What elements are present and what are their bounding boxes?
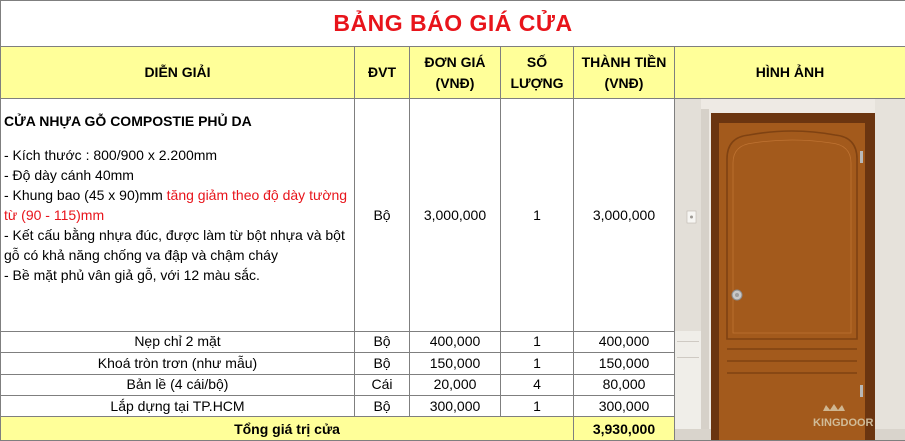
item-unit-price: 400,000 [410,331,501,352]
spec-surface: - Bề mặt phủ vân giả gỗ, với 12 màu sắc. [4,267,260,283]
item-name: Bản lề (4 cái/bộ) [1,374,355,395]
spec-structure: - Kết cấu bằng nhựa đúc, được làm từ bột nhựa và bột gỗ có khả năng chống va đập và chậm cháy [4,227,345,263]
main-product-row [1,99,905,332]
header-amount-line2: (VNĐ) [604,74,644,91]
header-unit-price-line2: (VNĐ) [435,74,475,91]
spec-thickness: - Độ dày cánh 40mm [4,167,134,183]
item-name: Khoá tròn trơn (như mẫu) [1,353,355,374]
header-amount [574,47,675,99]
spec-frame-text: - Khung bao (45 x 90)mm [4,187,167,203]
header-quantity-line2: LƯỢNG [510,74,564,91]
main-product-unit: Bộ [355,99,410,332]
header-unit-price-line1: ĐƠN GIÁ [424,53,486,70]
watermark-text: KINGDOOR [813,417,874,429]
product-image-cell [675,99,905,441]
item-quantity: 1 [501,395,574,416]
spec-frame-highlight: tăng giảm theo độ dày tường từ (90 - 115)mm [4,187,348,223]
item-unit-price: 300,000 [410,395,501,416]
header-amount-line1: THÀNH TIỀN [581,53,667,70]
spec-size: - Kích thước : 800/900 x 2.200mm [4,147,218,163]
item-unit: Bộ [355,331,410,352]
main-product-description [1,99,355,332]
door-photo [675,99,905,440]
item-quantity: 4 [501,374,574,395]
header-quantity [501,47,574,99]
item-unit: Bộ [355,353,410,374]
spec-frame [4,185,350,225]
item-amount: 400,000 [574,331,675,352]
header-unit-price [410,47,501,99]
page-title: BẢNG BÁO GIÁ CỬA [333,10,573,36]
item-name: Nẹp chỉ 2 mặt [1,331,355,352]
main-product-amount: 3,000,000 [574,99,675,332]
item-quantity: 1 [501,353,574,374]
item-quantity: 1 [501,331,574,352]
header-unit: ĐVT [355,47,410,99]
main-product-name: CỬA NHỰA GỖ COMPOSTIE PHỦ DA [4,113,252,129]
total-label: Tổng giá trị cửa [1,417,574,441]
header-quantity-line1: SỐ [526,53,548,70]
item-amount: 150,000 [574,353,675,374]
item-name: Lắp dựng tại TP.HCM [1,395,355,416]
total-value: 3,930,000 [574,417,675,441]
header-row [1,47,905,99]
main-product-quantity: 1 [501,99,574,332]
item-unit-price: 20,000 [410,374,501,395]
title-cell [1,1,905,47]
main-product-unit-price: 3,000,000 [410,99,501,332]
item-amount: 300,000 [574,395,675,416]
item-amount: 80,000 [574,374,675,395]
header-description: DIỄN GIẢI [1,47,355,99]
item-unit-price: 150,000 [410,353,501,374]
item-unit: Cái [355,374,410,395]
item-unit: Bộ [355,395,410,416]
header-image: HÌNH ẢNH [675,47,905,99]
